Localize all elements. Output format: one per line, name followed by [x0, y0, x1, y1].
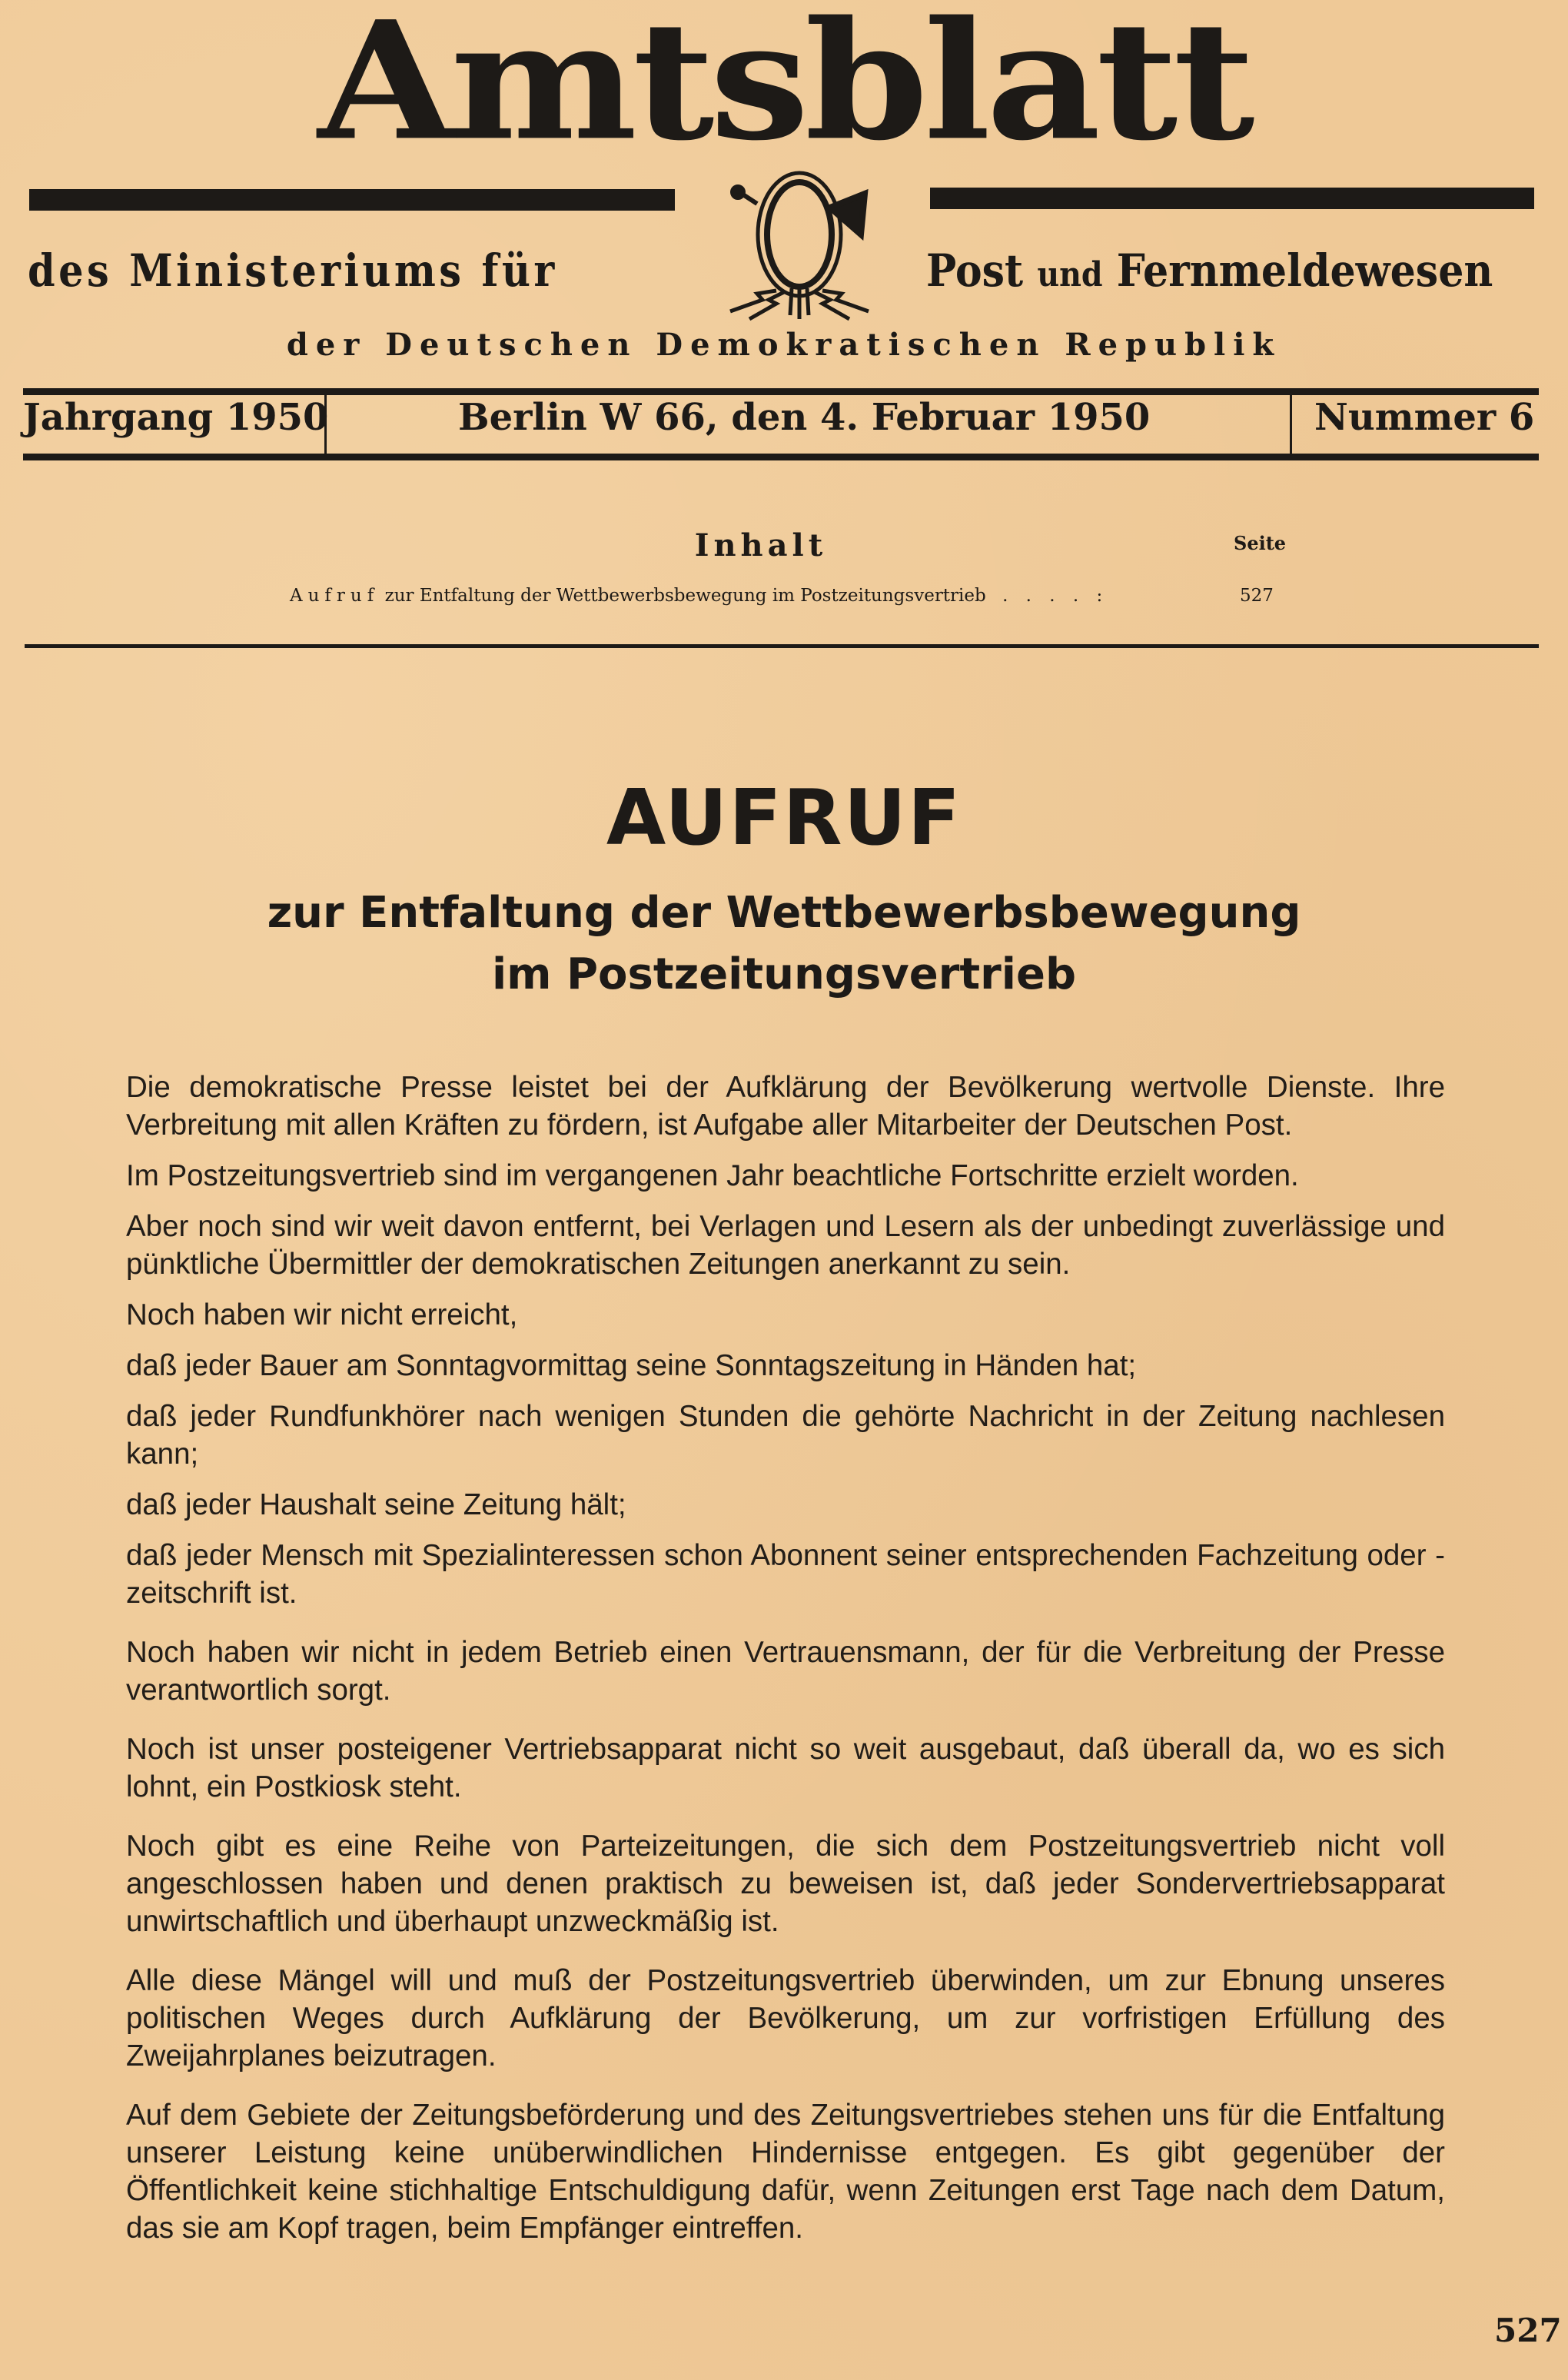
masthead-rule-left: [29, 189, 675, 211]
page-number: 527: [1494, 2312, 1562, 2349]
article-subheadline: [0, 883, 1568, 1006]
article-paragraph: Noch ist unser posteigener Vertriebsapparat nicht so weit ausgebaut, daß überall da, wo es sich lohnt, ein Postkiosk steht.: [126, 1733, 1445, 1803]
masthead-title: Amtsblatt: [317, 0, 1251, 177]
contents-entry-text: zur Entfaltung der Wettbewerbsbewegung im Postzeitungsvertrieb: [384, 586, 986, 606]
contents-entry-leader: . . . . :: [1002, 586, 1109, 606]
article-subheadline-line-1: zur Entfaltung der Wettbewerbsbewegung: [267, 888, 1301, 938]
article-headline: AUFRUF: [606, 773, 962, 863]
issue-bar-divider-right: [1290, 395, 1292, 454]
subtitle-und: und: [1037, 255, 1103, 294]
contents-entry-page[interactable]: 527: [1240, 586, 1274, 606]
article-paragraph: Aber noch sind wir weit davon entfernt, bei Verlagen und Lesern als der unbedingt zuverlässige und pünktliche Übermittler der demokratischen Zeitungen anerkannt zu sein.: [126, 1210, 1445, 1281]
subtitle-fernmeldewesen: Fernmeldewesen: [1116, 244, 1493, 297]
contents-entry[interactable]: [290, 586, 1108, 606]
issue-place-date: Berlin W 66, den 4. Februar 1950: [458, 396, 1151, 439]
contents-title: Inhalt: [694, 527, 828, 563]
issue-volume: Jahrgang 1950: [23, 396, 329, 439]
article-paragraph: Alle diese Mängel will und muß der Postzeitungsvertrieb überwinden, um zur Ebnung unseres politischen Weges durch Aufklärung der Bevölkerung, um zur vorfristigen Erfüllung des Zweijahrplanes beizutragen.: [126, 1964, 1445, 2073]
article-paragraph: daß jeder Mensch mit Spezialinteressen schon Abonnent seiner entsprechenden Fachzeitung oder -zeitschrift ist.: [126, 1539, 1445, 1610]
article-subheadline-line-2: im Postzeitungsvertrieb: [491, 949, 1077, 999]
article-body: [126, 1069, 1445, 2260]
article-paragraph: daß jeder Rundfunkhörer nach wenigen Stunden die gehörte Nachricht in der Zeitung nachlesen kann;: [126, 1400, 1445, 1471]
article-paragraph: Die demokratische Presse leistet bei der Aufklärung der Bevölkerung wertvolle Dienste. Ihre Verbreitung mit allen Kräften zu fördern, ist Aufgabe aller Mitarbeiter der Deutschen Post.: [126, 1071, 1445, 1142]
article-paragraph: Auf dem Gebiete der Zeitungsbeförderung und des Zeitungsvertriebes stehen uns für die Entfaltung unserer Leistung keine unüberwindlichen Hindernisse entgegen. Es gibt gegenüber der Öffentlichkeit keine stichhaltige Entschuldigung dafür, wenn Zeitungen erst Tage nach dem Datum, das sie am Kopf tragen, beim Empfänger eintreffen.: [126, 2099, 1445, 2245]
article-paragraph: daß jeder Haushalt seine Zeitung hält;: [126, 1488, 626, 1521]
issue-number: Nummer 6: [1314, 396, 1535, 439]
masthead-subtitle-left: des Ministeriums für: [28, 244, 558, 297]
posthorn-with-lightning-icon: [676, 161, 930, 323]
issue-bar: [23, 388, 1539, 457]
issue-bar-bottom-rule: [23, 454, 1539, 460]
subtitle-post: Post: [926, 244, 1024, 297]
article-paragraph: Noch haben wir nicht in jedem Betrieb einen Vertrauensmann, der für die Verbreitung der Presse verantwortlich sorgt.: [126, 1636, 1445, 1707]
contents-entry-lead: Aufruf: [290, 586, 380, 606]
article-paragraph: Im Postzeitungsvertrieb sind im vergangenen Jahr beachtliche Fortschritte erzielt worden.: [126, 1159, 1299, 1192]
issue-bar-top-rule: [23, 388, 1539, 395]
contents-bottom-rule: [25, 644, 1539, 648]
article-paragraph: daß jeder Bauer am Sonntagvormittag seine Sonntagszeitung in Händen hat;: [126, 1349, 1137, 1382]
masthead-subtitle-right: [926, 244, 1493, 297]
article-paragraph: Noch gibt es eine Reihe von Parteizeitungen, die sich dem Postzeitungsvertrieb nicht voll angeschlossen haben und denen praktisch zu beweisen ist, daß jeder Sondervertriebsapparat unwirtschaftlich und überhaupt unzweckmäßig ist.: [126, 1830, 1445, 1938]
article-paragraph: Noch haben wir nicht erreicht,: [126, 1298, 518, 1331]
masthead-rule-right: [930, 188, 1534, 209]
masthead-republic: der Deutschen Demokratischen Republik: [286, 327, 1282, 363]
contents-page-label: Seite: [1234, 532, 1287, 554]
